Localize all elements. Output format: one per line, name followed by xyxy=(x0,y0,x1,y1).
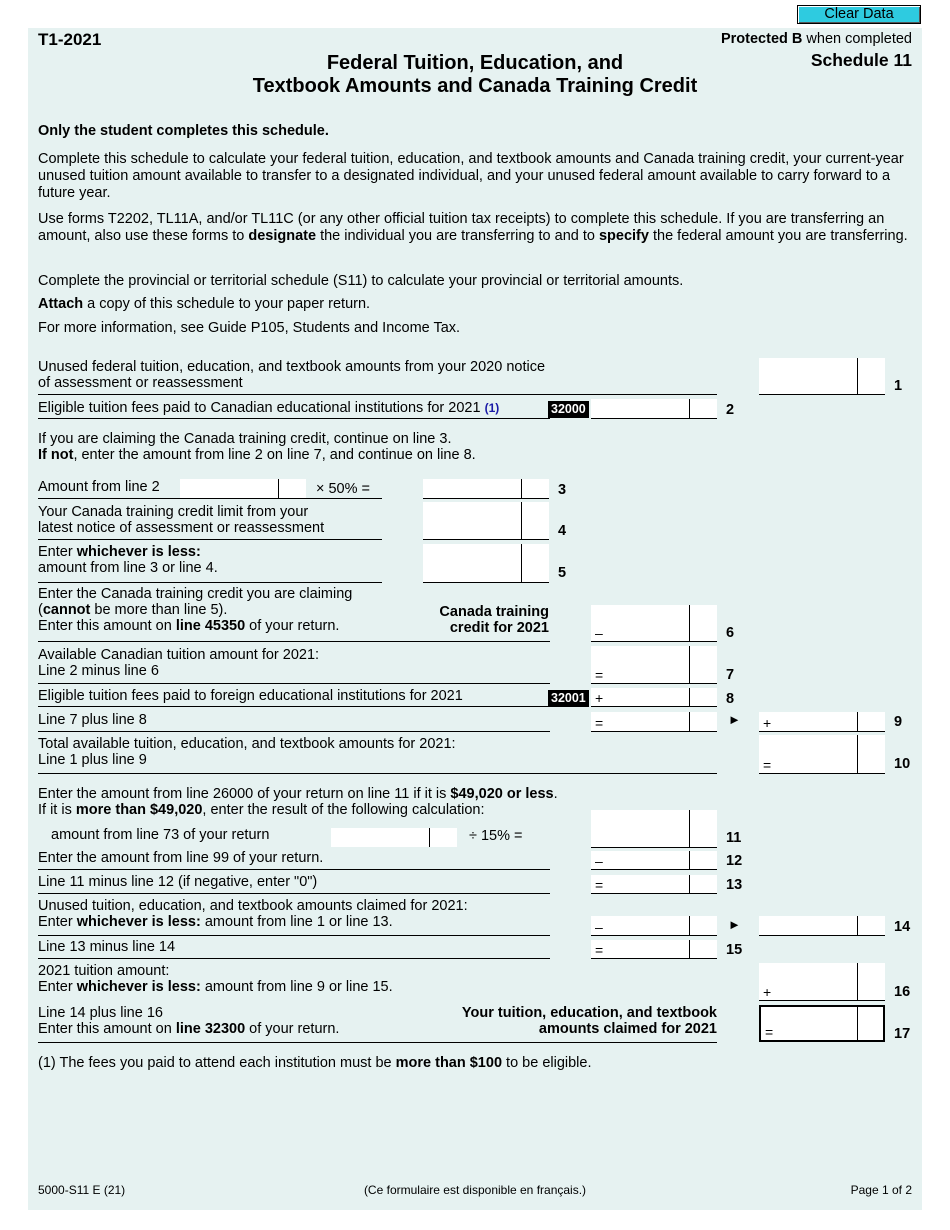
line-11-instruction: Enter the amount from line 26000 of your return on line 11 if it is $49,020 or less. If it is more than $49,020, enter the result of the following calculation: xyxy=(38,786,558,818)
line-14-input[interactable] xyxy=(759,916,885,936)
clear-data-button[interactable]: Clear Data xyxy=(797,5,921,24)
protected-b-label: Protected B when completed xyxy=(720,31,912,47)
line-5-label: Enter whichever is less: amount from line 3 or line 4. xyxy=(38,544,218,576)
line-10-input[interactable]: = xyxy=(759,735,885,774)
line-number-5: 5 xyxy=(558,565,567,581)
line-number-17: 17 xyxy=(894,1026,911,1042)
line-number-6: 6 xyxy=(726,625,735,641)
line-number-15: 15 xyxy=(726,942,743,958)
line-13-input[interactable]: = xyxy=(591,875,717,894)
line-7-label: Available Canadian tuition amount for 2021: Line 2 minus line 6 xyxy=(38,647,320,679)
line-number-9: 9 xyxy=(894,714,903,730)
line-12-input[interactable]: – xyxy=(591,851,717,870)
schedule-label: Schedule 11 xyxy=(810,50,912,70)
code-32000: 32000 xyxy=(548,401,589,418)
line-17-input[interactable]: = xyxy=(759,1005,885,1042)
arrow-icon: ► xyxy=(728,917,741,932)
line-8-input[interactable]: + xyxy=(591,688,717,707)
line-16-label: 2021 tuition amount: Enter whichever is less: amount from line 9 or line 15. xyxy=(38,963,393,995)
code-32001: 32001 xyxy=(548,690,589,707)
tuition-claimed-label: Your tuition, education, and textbook amounts claimed for 2021 xyxy=(461,1005,717,1037)
ctc-claimed-label: Canada training credit for 2021 xyxy=(439,604,549,636)
intro-paragraph-3: Complete the provincial or territorial schedule (S11) to calculate your provincial or territorial amounts. xyxy=(38,273,684,289)
page-number: Page 1 of 2 xyxy=(850,1183,912,1197)
line-number-12: 12 xyxy=(726,853,743,869)
line-9-subtotal-input[interactable]: = xyxy=(591,712,717,732)
line-1-input[interactable] xyxy=(759,358,885,395)
line-8-label: Eligible tuition fees paid to foreign educational institutions for 2021 xyxy=(38,688,463,704)
line-number-8: 8 xyxy=(726,691,735,707)
french-availability-note: (Ce formulaire est disponible en français.) xyxy=(363,1183,587,1197)
form-code: 5000-S11 E (21) xyxy=(38,1183,126,1197)
intro-paragraph-5: For more information, see Guide P105, Students and Income Tax. xyxy=(38,320,461,336)
line-11-divisor: ÷ 15% = xyxy=(469,828,523,844)
line-3-label: Amount from line 2 xyxy=(38,479,160,495)
line-2-label: Eligible tuition fees paid to Canadian educational institutions for 2021 (1) xyxy=(38,400,500,416)
line-7-input[interactable]: = xyxy=(591,646,717,684)
line-number-1: 1 xyxy=(894,378,903,394)
line-9-input[interactable]: + xyxy=(759,712,885,732)
line-number-3: 3 xyxy=(558,482,567,498)
line-6-input[interactable]: – xyxy=(591,605,717,642)
line-number-14: 14 xyxy=(894,919,911,935)
line-17-label: Line 14 plus line 16 Enter this amount on line 32300 of your return. xyxy=(38,1005,340,1037)
line-number-10: 10 xyxy=(894,756,911,772)
arrow-icon: ► xyxy=(728,712,741,727)
line-13-label: Line 11 minus line 12 (if negative, enter "0") xyxy=(38,874,318,890)
line-5-input[interactable] xyxy=(423,544,549,583)
line-16-input[interactable]: + xyxy=(759,963,885,1001)
line-number-13: 13 xyxy=(726,877,743,893)
line-14-label: Unused tuition, education, and textbook amounts claimed for 2021: Enter whichever is less: amount from line 1 or line 13. xyxy=(38,898,468,930)
line-15-input[interactable]: = xyxy=(591,940,717,959)
line-9-label: Line 7 plus line 8 xyxy=(38,712,147,728)
line-15-label: Line 13 minus line 14 xyxy=(38,939,176,955)
line-14-subtotal-input[interactable]: – xyxy=(591,916,717,936)
page-title: Federal Tuition, Education, and Textbook Amounts and Canada Training Credit xyxy=(252,52,698,97)
line-4-label: Your Canada training credit limit from your latest notice of assessment or reassessment xyxy=(38,504,325,536)
line-4-input[interactable] xyxy=(423,502,549,540)
line-11-amount-input[interactable] xyxy=(331,828,457,847)
line-12-label: Enter the amount from line 99 of your return. xyxy=(38,850,324,866)
form-page xyxy=(28,28,922,1210)
ctc-instruction: If you are claiming the Canada training credit, continue on line 3. If not, enter the amount from line 2 on line 7, and continue on line 8. xyxy=(38,431,476,463)
line-number-7: 7 xyxy=(726,667,735,683)
intro-paragraph-2: Use forms T2202, TL11A, and/or TL11C (or any other official tuition tax receipts) to complete this schedule. If you are transferring an amount, also use these forms to designate the individual you are transferring to and to specify the federal amount you are transferring. xyxy=(38,211,908,244)
line-number-4: 4 xyxy=(558,523,567,539)
student-only-note: Only the student completes this schedule. xyxy=(38,123,329,139)
line-3-amount-input[interactable] xyxy=(180,479,306,499)
line-2-input[interactable] xyxy=(591,399,717,419)
line-11-input[interactable] xyxy=(591,810,717,848)
footnote: (1) The fees you paid to attend each institution must be more than $100 to be eligible. xyxy=(38,1055,592,1071)
line-11-label: amount from line 73 of your return xyxy=(51,827,270,843)
intro-paragraph-4: Attach a copy of this schedule to your paper return. xyxy=(38,296,371,312)
line-number-11: 11 xyxy=(726,830,742,846)
line-1-label: Unused federal tuition, education, and textbook amounts from your 2020 notice of assessment or reassessment xyxy=(38,359,546,391)
footnote-ref: (1) xyxy=(484,401,500,415)
line-number-2: 2 xyxy=(726,402,735,418)
line-6-label: Enter the Canada training credit you are claiming (cannot be more than line 5). Enter this amount on line 45350 of your return. xyxy=(38,586,353,634)
line-number-16: 16 xyxy=(894,984,911,1000)
form-id: T1-2021 xyxy=(38,30,102,49)
intro-paragraph-1: Complete this schedule to calculate your federal tuition, education, and textbook amounts and Canada training credit, your current-year unused tuition amount available to transfer to a designated individual, and your unused federal amount available to carry forward to a future year. xyxy=(38,151,904,201)
line-10-label: Total available tuition, education, and textbook amounts for 2021: Line 1 plus line 9 xyxy=(38,736,456,768)
line-3-multiplier: × 50% = xyxy=(316,481,371,497)
line-3-result-input[interactable] xyxy=(423,479,549,499)
